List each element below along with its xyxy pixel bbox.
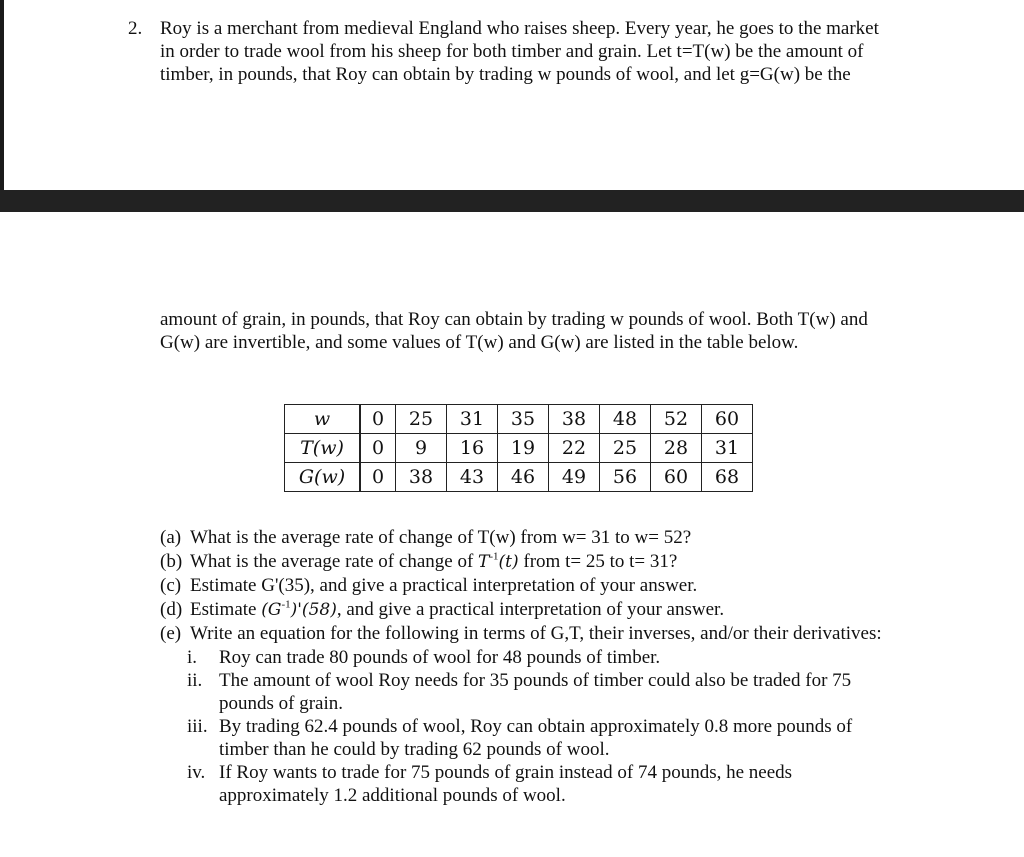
table-cell: 19	[498, 434, 549, 463]
row-label: G(w)	[285, 463, 361, 492]
subitem-ii	[187, 669, 851, 715]
math-function: T	[478, 552, 490, 572]
left-edge	[0, 0, 4, 190]
table-cell: 49	[549, 463, 600, 492]
question-text: Estimate G'(35), and give a practical interpretation of your answer.	[190, 575, 698, 596]
question-text-tail: , and give a practical interpretation of your answer.	[336, 599, 725, 620]
table-cell: 0	[360, 405, 396, 434]
continuation-line: amount of grain, in pounds, that Roy can obtain by trading w pounds of wool. Both T(w) and	[160, 309, 868, 330]
problem-intro	[160, 17, 940, 86]
table-cell: 28	[651, 434, 702, 463]
table-cell: 60	[651, 463, 702, 492]
table-cell: 60	[702, 405, 753, 434]
subitem-numeral: ii.	[187, 670, 203, 691]
subitem-text: The amount of wool Roy needs for 35 pounds of timber could also be traded for 75	[219, 670, 852, 691]
math-argument: (t)	[498, 552, 519, 572]
intro-line: Roy is a merchant from medieval England who raises sheep. Every year, he goes to the market	[160, 18, 879, 39]
question-a	[160, 526, 691, 549]
row-label: T(w)	[285, 434, 361, 463]
question-text: Estimate	[190, 599, 262, 620]
question-d	[160, 598, 724, 622]
question-label: (c)	[160, 575, 182, 596]
question-b	[160, 550, 677, 574]
table-row	[285, 463, 753, 492]
table-cell: 68	[702, 463, 753, 492]
math-superscript: -1	[281, 598, 291, 611]
subitem-i	[187, 646, 660, 669]
table-cell: 48	[600, 405, 651, 434]
table-cell: 25	[396, 405, 447, 434]
problem-continuation	[160, 308, 940, 354]
page-separator-band	[0, 190, 1024, 212]
question-text: What is the average rate of change of	[190, 551, 479, 572]
table-cell: 52	[651, 405, 702, 434]
question-label: (e)	[160, 623, 182, 644]
math-superscript: -1	[489, 550, 499, 563]
question-label: (d)	[160, 599, 183, 620]
continuation-line: G(w) are invertible, and some values of T(w) and G(w) are listed in the table below.	[160, 332, 799, 353]
table-cell: 0	[360, 434, 396, 463]
table-cell: 31	[447, 405, 498, 434]
subitem-numeral: iv.	[187, 762, 206, 783]
math-argument: )'(58)	[290, 600, 337, 620]
table-cell: 9	[396, 434, 447, 463]
table-cell: 46	[498, 463, 549, 492]
math-function: (G	[261, 600, 282, 620]
table-cell: 31	[702, 434, 753, 463]
table-cell: 22	[549, 434, 600, 463]
subitem-text: If Roy wants to trade for 75 pounds of grain instead of 74 pounds, he needs	[219, 762, 793, 783]
subitem-text-continued: timber than he could by trading 62 pounds of wool.	[219, 739, 610, 760]
table-cell: 43	[447, 463, 498, 492]
subitem-numeral: iii.	[187, 716, 208, 737]
table-cell: 16	[447, 434, 498, 463]
question-text-tail: from t= 25 to t= 31?	[518, 551, 678, 572]
question-c	[160, 574, 697, 597]
question-text: Write an equation for the following in terms of G,T, their inverses, and/or their derivatives:	[190, 623, 882, 644]
problem-number: 2.	[128, 18, 143, 39]
subitem-text-continued: approximately 1.2 additional pounds of wool.	[219, 785, 566, 806]
row-label: w	[285, 405, 361, 434]
table-cell: 35	[498, 405, 549, 434]
question-e	[160, 622, 882, 645]
table-cell: 25	[600, 434, 651, 463]
table-row	[285, 405, 753, 434]
question-label: (b)	[160, 551, 183, 572]
subitem-iii	[187, 715, 852, 761]
question-text: What is the average rate of change of T(w) from w= 31 to w= 52?	[190, 527, 692, 548]
table-cell: 38	[396, 463, 447, 492]
subitem-numeral: i.	[187, 647, 198, 668]
question-label: (a)	[160, 527, 182, 548]
subitem-text: Roy can trade 80 pounds of wool for 48 pounds of timber.	[219, 647, 661, 668]
subitem-text-continued: pounds of grain.	[219, 693, 344, 714]
table-cell: 56	[600, 463, 651, 492]
subitem-text: By trading 62.4 pounds of wool, Roy can obtain approximately 0.8 more pounds of	[219, 716, 853, 737]
subitem-iv	[187, 761, 792, 807]
table-row	[285, 434, 753, 463]
table-cell: 0	[360, 463, 396, 492]
intro-line: in order to trade wool from his sheep for both timber and grain. Let t=T(w) be the amount of	[160, 41, 864, 62]
values-table	[284, 404, 753, 492]
intro-line: timber, in pounds, that Roy can obtain by trading w pounds of wool, and let g=G(w) be the	[160, 64, 851, 85]
table-cell: 38	[549, 405, 600, 434]
